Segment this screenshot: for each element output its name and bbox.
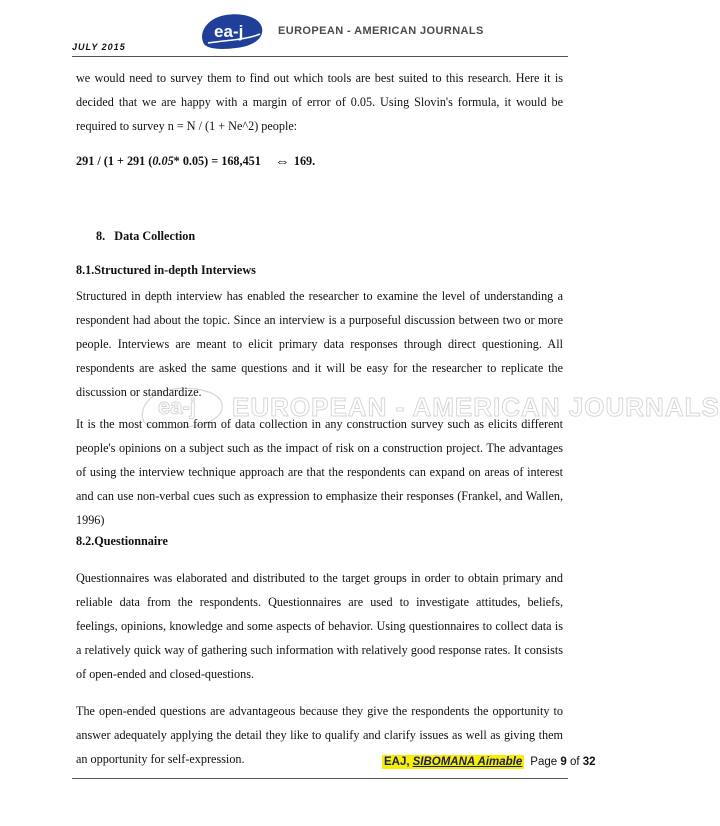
header-rule [72,56,568,57]
section-8-2-heading: 8.2.Questionnaire [76,534,168,548]
page-total: 32 [582,756,596,768]
footer-journal: EAJ, [384,756,410,768]
footer-rule [72,778,568,779]
formula-suffix: * 0.05) = 168,451 [173,154,261,168]
section-8-2-body [76,566,563,771]
intro-text: we would need to survey them to find out which tools are best suited to this research. Here it is decided that we are happy with a margin of error of 0.05. Using Slovin's formula, it would be required to survey n = N / (1 + Ne^2) people: [76,71,563,133]
questionnaire-paragraph-2: The open-ended questions are advantageous because they give the respondents the opportunity to answer adequately applying the detail they like to qualify and clarify issues as well as giving them an opportunity for self-expression. [76,704,563,766]
double-arrow-icon: ⇔ [274,154,290,170]
slovin-formula [76,153,315,170]
watermark-lettering: EUROPEAN - AMERICAN JOURNALS [232,392,720,422]
interviews-paragraph-2: It is the most common form of data collection in any construction survey such as elicits different people's opinions on a subject such as the impact of risk on a construction project. The advantages of using the interview technique approach are that the respondents can expand on areas of interest and can use non-verbal cues such as expression to emphasize their responses (Frankel, and Wallen, 1996) [76,417,563,527]
formula-italic: 0.05 [152,154,174,168]
formula-prefix: 291 / (1 + 291 ( [76,154,153,168]
interviews-paragraph-1: Structured in depth interview has enabled the researcher to examine the level of understanding a respondent had about the topic. Since an interview is a purposeful discussion between two or more people. Interviews are meant to elicit primary data responses through direct questioning. All respondents are asked the same questions and it will be easy for the researcher to replicate the discussion or standardize. [76,289,563,399]
page-current: 9 [560,756,567,768]
footer-highlight [382,755,524,769]
journal-name: EUROPEAN - AMERICAN JOURNALS [278,25,484,37]
footer-author: SIBOMANA Aimable [412,756,523,768]
section-8-number: 8. [96,229,106,243]
svg-text:ea-j: ea-j [158,394,196,419]
page-footer [382,756,596,768]
section-8-1-heading: 8.1.Structured in-depth Interviews [76,263,256,277]
page-number [530,756,595,768]
svg-text:ea-j: ea-j [214,22,244,41]
intro-paragraph [76,66,563,138]
formula-result: 169. [293,154,316,168]
questionnaire-paragraph-1: Questionnaires was elaborated and distributed to the target groups in order to obtain primary and reliable data from the respondents. Questionnaires are used to investigate attitudes, beliefs, feelings, opinions, knowledge and some aspects of behavior. Using questionnaires to collect data is a relatively quick way of gathering such information with relatively good response rates. It consists of open-ended and closed-questions. [76,571,563,681]
of-word: of [569,756,580,768]
section-8-heading [96,229,195,244]
section-8-1-body [76,284,563,532]
header-date: JULY 2015 [72,42,126,52]
journal-logo [196,10,496,54]
page-word: Page [530,756,558,768]
section-8-title: Data Collection [114,229,196,243]
logo-badge-icon [196,10,266,52]
